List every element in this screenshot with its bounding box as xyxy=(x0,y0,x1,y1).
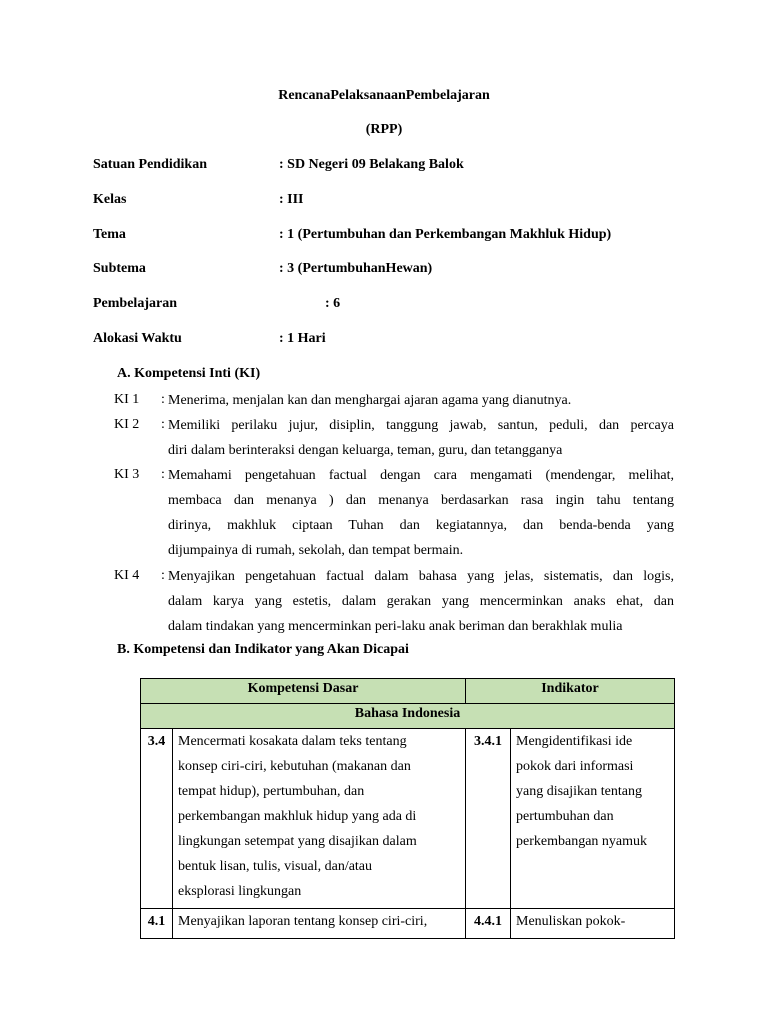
ki-code: KI 1 xyxy=(114,392,140,407)
identity-value-pembelajaran: : 6 xyxy=(325,296,341,311)
ki-colon: : xyxy=(161,467,165,482)
ki-colon: : xyxy=(161,392,165,407)
identity-value-satuan: : SD Negeri 09 Belakang Balok xyxy=(279,157,464,172)
header-indikator: Indikator xyxy=(466,679,675,704)
kd-line: Menyajikan laporan tentang konsep ciri-ciri, xyxy=(178,914,428,929)
ki-line: Menerima, menjalan kan dan menghargai ajaran agama yang dianutnya. xyxy=(168,393,572,408)
ki-line: Memiliki perilaku jujur, disiplin, tanggung jawab, santun, peduli, dan percaya xyxy=(168,418,674,433)
kd-line: perkembangan makhluk hidup yang ada di xyxy=(178,809,417,824)
indikator-line: Mengidentifikasi ide xyxy=(516,734,633,749)
kd-line: bentuk lisan, tulis, visual, dan/atau xyxy=(178,859,373,874)
indikator-text xyxy=(511,729,675,909)
table-row xyxy=(141,909,675,939)
ki-text xyxy=(168,564,674,639)
ki-text xyxy=(168,413,674,463)
indikator-line: pokok dari informasi xyxy=(516,759,634,774)
indikator-text xyxy=(511,909,675,939)
ki-line: Menyajikan pengetahuan factual dalam bahasa yang jelas, sistematis, dan logis, xyxy=(168,569,674,584)
indikator-number: 4.4.1 xyxy=(466,909,511,939)
kd-line: tempat hidup), pertumbuhan, dan xyxy=(178,784,365,799)
ki-line: Memahami pengetahuan factual dengan cara mengamati (mendengar, melihat, xyxy=(168,468,674,483)
ki-code: KI 3 xyxy=(114,467,140,482)
ki-code: KI 4 xyxy=(114,568,140,583)
ki-line: diri dalam berinteraksi dengan keluarga, teman, guru, dan tetangganya xyxy=(168,443,563,458)
identity-value-alokasi: : 1 Hari xyxy=(279,331,326,346)
kd-line: lingkungan setempat yang disajikan dalam xyxy=(178,834,417,849)
indikator-line: pertumbuhan dan xyxy=(516,809,614,824)
ki-colon: : xyxy=(161,417,165,432)
identity-label-pembelajaran: Pembelajaran xyxy=(93,296,177,311)
kd-number: 3.4 xyxy=(141,729,173,909)
identity-label-tema: Tema xyxy=(93,227,126,242)
section-b-heading: B. Kompetensi dan Indikator yang Akan Dicapai xyxy=(117,642,409,657)
kd-text xyxy=(173,909,466,939)
ki-line: dirinya, makhluk ciptaan Tuhan dan kegiatannya, dan benda-benda yang xyxy=(168,518,674,533)
indikator-line: perkembangan nyamuk xyxy=(516,834,648,849)
ki-colon: : xyxy=(161,568,165,583)
indikator-line: yang disajikan tentang xyxy=(516,784,642,799)
header-kompetensi-dasar: Kompetensi Dasar xyxy=(141,679,466,704)
subject-label: Bahasa Indonesia xyxy=(141,704,675,729)
kd-number: 4.1 xyxy=(141,909,173,939)
identity-label-subtema: Subtema xyxy=(93,261,146,276)
ki-text xyxy=(168,463,674,563)
ki-line: dalam tindakan yang mencerminkan peri-laku anak beriman dan berakhlak mulia xyxy=(168,619,623,634)
ki-line: membaca dan menanya ) dan menanya berdasarkan rasa ingin tahu tentang xyxy=(168,493,674,508)
identity-label-kelas: Kelas xyxy=(93,192,127,207)
competency-table xyxy=(140,678,675,939)
kd-line: Mencermati kosakata dalam teks tentang xyxy=(178,734,407,749)
indikator-number: 3.4.1 xyxy=(466,729,511,909)
table-header-row xyxy=(141,679,675,704)
identity-value-kelas: : III xyxy=(279,192,304,207)
identity-value-subtema: : 3 (PertumbuhanHewan) xyxy=(279,261,433,276)
kd-text xyxy=(173,729,466,909)
ki-line: dalam karya yang estetis, dalam gerakan yang mencerminkan anaks ehat, dan xyxy=(168,594,674,609)
table-row xyxy=(141,729,675,909)
indikator-line: Menuliskan pokok- xyxy=(516,914,626,929)
kd-line: eksplorasi lingkungan xyxy=(178,884,302,899)
ki-code: KI 2 xyxy=(114,417,140,432)
identity-label-alokasi: Alokasi Waktu xyxy=(93,331,182,346)
ki-line: dijumpainya di rumah, sekolah, dan tempat bermain. xyxy=(168,543,464,558)
section-a-heading: A. Kompetensi Inti (KI) xyxy=(117,366,261,381)
identity-label-satuan: Satuan Pendidikan xyxy=(93,157,207,172)
identity-value-tema: : 1 (Pertumbuhan dan Perkembangan Makhluk Hidup) xyxy=(279,227,612,242)
kd-line: konsep ciri-ciri, kebutuhan (makanan dan xyxy=(178,759,411,774)
ki-text xyxy=(168,388,674,413)
document-subtitle: (RPP) xyxy=(365,122,403,137)
document-title: RencanaPelaksanaanPembelajaran xyxy=(278,88,490,103)
subject-row xyxy=(141,704,675,729)
